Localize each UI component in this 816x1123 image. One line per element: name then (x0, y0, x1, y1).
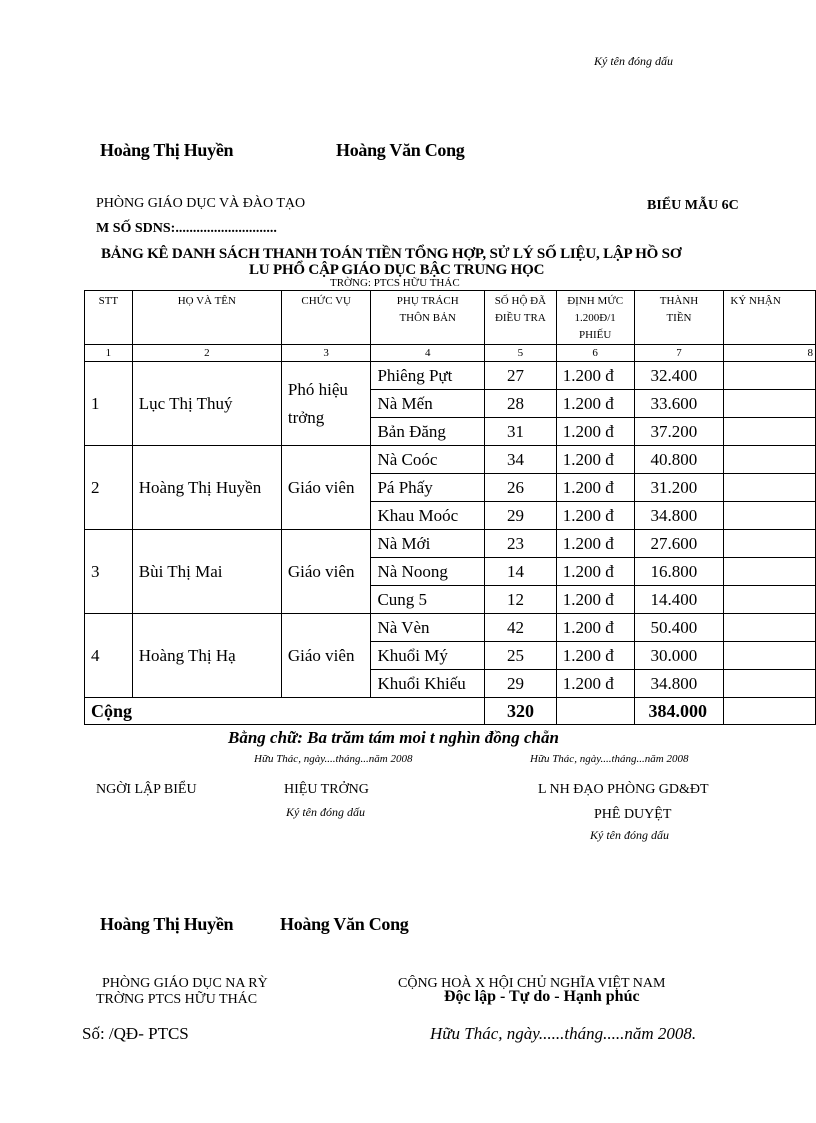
bottom-signer-left: Hoàng Thị Huyền (100, 914, 234, 934)
approve-note: Ký tên đóng dấu (590, 828, 669, 842)
rate-cell: 1.200 đ (556, 474, 634, 502)
rate-cell: 1.200 đ (556, 642, 634, 670)
amount-cell: 16.800 (634, 558, 724, 586)
header-village: PHỤ TRÁCH THÔN BẢN (371, 291, 485, 345)
payment-table (84, 290, 816, 725)
households-cell: 29 (484, 502, 556, 530)
households-cell: 12 (484, 586, 556, 614)
table-header-row (85, 291, 816, 345)
households-cell: 26 (484, 474, 556, 502)
signature-cell (724, 614, 816, 642)
budget-code: M SỐ SDNS:............................. (96, 221, 277, 236)
total-row (85, 698, 816, 725)
col-number: 4 (371, 345, 485, 362)
dept-name: PHÒNG GIÁO DỤC VÀ ĐÀO TẠO (96, 196, 306, 211)
date-left: Hữu Thác, ngày....tháng...năm 2008 (254, 753, 413, 765)
rate-cell: 1.200 đ (556, 670, 634, 698)
total-signature-empty (724, 698, 816, 725)
total-rate-empty (556, 698, 634, 725)
principal-label: HIỆU TRỞNG (284, 782, 369, 797)
table-row (85, 530, 816, 558)
header-rate: ĐỊNH MỨC 1.200Đ/1 PHIẾU (556, 291, 634, 345)
amount-cell: 33.600 (634, 390, 724, 418)
rate-cell: 1.200 đ (556, 362, 634, 390)
rate-cell: 1.200 đ (556, 530, 634, 558)
signature-cell (724, 670, 816, 698)
decision-school: TRỜNG PTCS HỮU THÁC (96, 992, 258, 1007)
amount-cell: 27.600 (634, 530, 724, 558)
nation-motto: Độc lập - Tự do - Hạnh phúc (444, 988, 640, 1005)
rate-cell: 1.200 đ (556, 614, 634, 642)
amount-in-words: Bằng chữ: Ba trăm tám moi t nghìn đồng chẵn (228, 728, 559, 747)
amount-cell: 50.400 (634, 614, 724, 642)
village-cell: Nà Mới (371, 530, 485, 558)
total-households: 320 (484, 698, 556, 725)
signature-cell (724, 502, 816, 530)
total-amount: 384.000 (634, 698, 724, 725)
decision-dept: PHÒNG GIÁO DỤC NA RỲ (102, 976, 268, 991)
amount-cell: 14.400 (634, 586, 724, 614)
stt-cell: 2 (85, 446, 133, 530)
households-cell: 34 (484, 446, 556, 474)
header-stt: STT (85, 291, 133, 345)
header-name: HỌ VÀ TÊN (132, 291, 281, 345)
amount-cell: 31.200 (634, 474, 724, 502)
signature-cell (724, 530, 816, 558)
nation-name: CỘNG HOÀ X HỘI CHỦ NGHĨA VIỆT NAM (398, 976, 666, 991)
date-right: Hữu Thác, ngày....tháng...năm 2008 (530, 753, 689, 765)
header-signature: KÝ NHẬN (724, 291, 816, 345)
village-cell: Khau Moóc (371, 502, 485, 530)
village-cell: Cung 5 (371, 586, 485, 614)
role-cell: Phó hiệu trởng (281, 362, 371, 446)
stt-cell: 4 (85, 614, 133, 698)
signature-cell (724, 362, 816, 390)
amount-cell: 37.200 (634, 418, 724, 446)
signature-cell (724, 586, 816, 614)
table-row (85, 446, 816, 474)
signature-cell (724, 474, 816, 502)
signature-cell (724, 642, 816, 670)
role-cell: Giáo viên (281, 530, 371, 614)
households-cell: 29 (484, 670, 556, 698)
village-cell: Khuổi Khiếu (371, 670, 485, 698)
village-cell: Phiêng Pựt (371, 362, 485, 390)
amount-cell: 40.800 (634, 446, 724, 474)
name-cell: Hoàng Thị Hạ (132, 614, 281, 698)
col-number: 8 (724, 345, 816, 362)
stt-cell: 3 (85, 530, 133, 614)
table-row (85, 362, 816, 390)
village-cell: Bản Đăng (371, 418, 485, 446)
top-signer-right: Hoàng Văn Cong (336, 140, 465, 160)
name-cell: Lục Thị Thuý (132, 362, 281, 446)
maker-label: NGỜI LẬP BIỂU (96, 782, 197, 797)
signature-cell (724, 446, 816, 474)
amount-cell: 32.400 (634, 362, 724, 390)
role-cell: Giáo viên (281, 614, 371, 698)
top-signer-left: Hoàng Thị Huyền (100, 140, 234, 160)
amount-cell: 30.000 (634, 642, 724, 670)
signature-cell (724, 418, 816, 446)
households-cell: 42 (484, 614, 556, 642)
village-cell: Nà Noong (371, 558, 485, 586)
top-sign-note: Ký tên đóng dấu (594, 54, 673, 68)
village-cell: Nà Vèn (371, 614, 485, 642)
decision-date: Hữu Thác, ngày......tháng.....năm 2008. (430, 1024, 697, 1043)
rate-cell: 1.200 đ (556, 418, 634, 446)
households-cell: 14 (484, 558, 556, 586)
form-code: BIỂU MẪU 6C (647, 198, 739, 213)
principal-note: Ký tên đóng dấu (286, 805, 365, 819)
village-cell: Nà Coóc (371, 446, 485, 474)
signature-cell (724, 390, 816, 418)
households-cell: 25 (484, 642, 556, 670)
col-number: 5 (484, 345, 556, 362)
header-role: CHỨC VỤ (281, 291, 371, 345)
signature-cell (724, 558, 816, 586)
col-number: 2 (132, 345, 281, 362)
stt-cell: 1 (85, 362, 133, 446)
rate-cell: 1.200 đ (556, 390, 634, 418)
households-cell: 28 (484, 390, 556, 418)
name-cell: Bùi Thị Mai (132, 530, 281, 614)
total-label: Cộng (85, 698, 485, 725)
village-cell: Khuổi Mý (371, 642, 485, 670)
amount-cell: 34.800 (634, 502, 724, 530)
role-cell: Giáo viên (281, 446, 371, 530)
header-households: SỐ HỘ ĐÃ ĐIỀU TRA (484, 291, 556, 345)
rate-cell: 1.200 đ (556, 446, 634, 474)
rate-cell: 1.200 đ (556, 502, 634, 530)
rate-cell: 1.200 đ (556, 586, 634, 614)
rate-cell: 1.200 đ (556, 558, 634, 586)
col-number: 3 (281, 345, 371, 362)
col-number: 6 (556, 345, 634, 362)
households-cell: 27 (484, 362, 556, 390)
bottom-signer-right: Hoàng Văn Cong (280, 914, 409, 934)
col-number: 1 (85, 345, 133, 362)
households-cell: 31 (484, 418, 556, 446)
decision-number: Số: /QĐ- PTCS (82, 1024, 189, 1043)
village-cell: Pá Phấy (371, 474, 485, 502)
amount-cell: 34.800 (634, 670, 724, 698)
header-amount: THÀNH TIỀN (634, 291, 724, 345)
name-cell: Hoàng Thị Huyền (132, 446, 281, 530)
village-cell: Nà Mến (371, 390, 485, 418)
col-number: 7 (634, 345, 724, 362)
households-cell: 23 (484, 530, 556, 558)
school-name: TRỜNG: PTCS HỮU THÁC (330, 277, 460, 289)
column-number-row (85, 345, 816, 362)
leader-label: L NH ĐẠO PHÒNG GD&ĐT (538, 782, 709, 797)
doc-title-line1: BẢNG KÊ DANH SÁCH THANH TOÁN TIỀN TỔNG HỢP, SỬ LÝ SỐ LIỆU, LẬP HỒ SƠ (101, 246, 682, 262)
doc-title-line2: LU PHỔ CẬP GIÁO DỤC BẬC TRUNG HỌC (249, 262, 545, 278)
table-row (85, 614, 816, 642)
approve-label: PHÊ DUYỆT (594, 807, 672, 822)
